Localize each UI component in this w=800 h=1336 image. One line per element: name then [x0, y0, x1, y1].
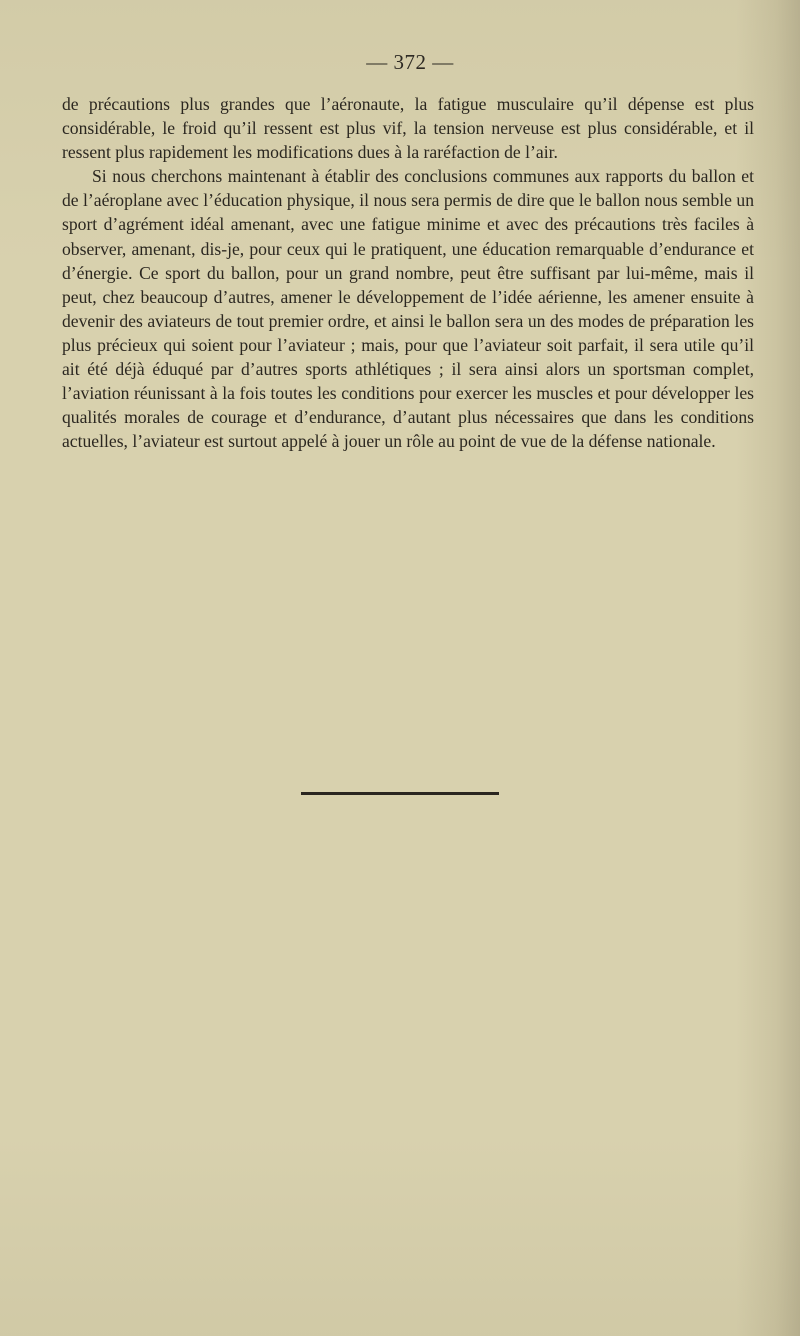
- body-text: [62, 92, 754, 453]
- section-end-rule: [301, 792, 499, 795]
- paragraph-continuation: de précautions plus grandes que l’aéronaute, la fatigue musculaire qu’il dépense est plus considérable, le froid qu’il ressent est plus vif, la tension nerveuse est plus considérable, et il ressent plus rapidement les modifications dues à la raréfaction de l’air.: [62, 94, 754, 163]
- page-number: — 372 —: [366, 50, 454, 74]
- paragraph-conclusions: Si nous cherchons maintenant à établir des conclusions communes aux rapports du ballon et de l’aéroplane avec l’éducation physique, il nous sera permis de dire que le ballon nous semble un sport d’agrément idéal amenant, avec une fatigue minime et avec des précautions très faciles à observer, amenant, dis-je, pour ceux qui le pratiquent, une éducation remarquable d’endurance et d’énergie. Ce sport du ballon, pour un grand nombre, peut être suffisant par lui-même, mais il peut, chez beaucoup d’autres, amener le développement de l’idée aérienne, les amener ensuite à devenir des aviateurs de tout premier ordre, et ainsi le ballon sera un des modes de préparation les plus précieux qui soient pour l’aviateur ; mais, pour que l’aviateur soit parfait, il sera utile qu’il ait été déjà éduqué par d’autres sports athlétiques ; il sera ainsi alors un sportsman complet, l’aviation réunissant à la fois toutes les conditions pour exercer les muscles et pour développer les qualités morales de courage et d’endurance, d’autant plus nécessaires que dans les conditions actuelles, l’aviateur est surtout appelé à jouer un rôle au point de vue de la défense nationale.: [62, 166, 754, 452]
